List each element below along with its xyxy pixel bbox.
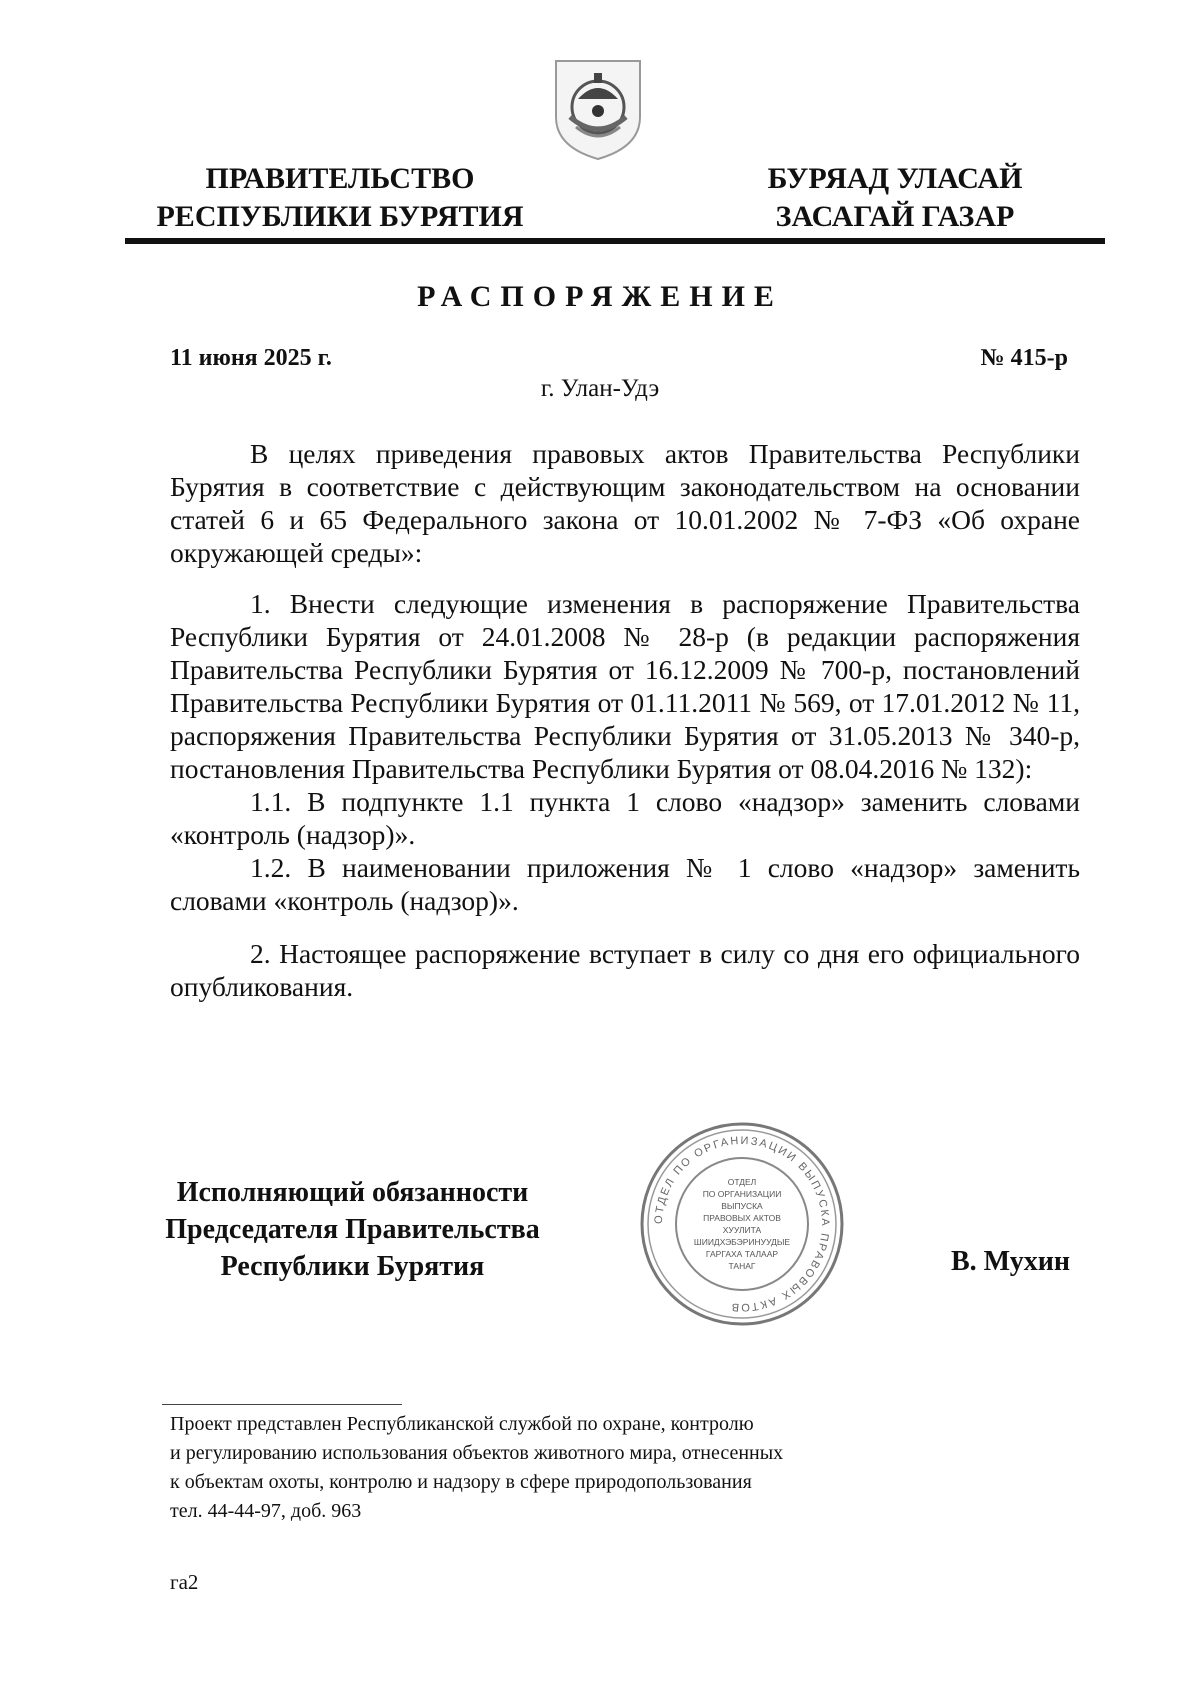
document-city: г. Улан-Удэ bbox=[540, 375, 660, 402]
signer-name: В. Мухин bbox=[951, 1246, 1070, 1277]
footnote bbox=[170, 1410, 1050, 1526]
emblem bbox=[548, 55, 648, 163]
footnote-line1: Проект представлен Республиканской службой по охране, контролю bbox=[170, 1413, 754, 1435]
item-1: 1. Внести следующие изменения в распоряжение Правительства Республики Бурятия от 24.01.2008 № 28-р (в редакции распоряжения Правительства Республики Бурятия от 16.12.2009 № 700-р, постановлений Правительства Республики Бурятия от 01.11.2011 № 569, от 17.01.2012 № 11, распоряжения Правительства Республики Бурятия от 31.05.2013 № 340-р, постановления Правительства Республики Бурятия от 08.04.2016 № 132): bbox=[170, 588, 1080, 784]
header-right bbox=[740, 160, 1050, 236]
footnote-divider bbox=[162, 1404, 402, 1405]
stamp-line: ОТДЕЛ bbox=[727, 1177, 757, 1187]
document-type: РАСПОРЯЖЕНИЕ bbox=[417, 280, 783, 313]
signature-title-line2: Председателя Правительства bbox=[165, 1214, 540, 1245]
header-right-line1: БУРЯАД УЛАСАЙ bbox=[767, 162, 1023, 195]
document-code: га2 bbox=[170, 1570, 199, 1594]
stamp-line: ХУУЛИТА bbox=[722, 1225, 762, 1235]
document-number: № 415-р bbox=[980, 345, 1068, 371]
stamp bbox=[637, 1119, 847, 1329]
footnote-line2: и регулированию использования объектов животного мира, отнесенных bbox=[170, 1442, 784, 1464]
footnote-line4: тел. 44-44-97, доб. 963 bbox=[170, 1500, 362, 1522]
stamp-line: ПРАВОВЫХ АКТОВ bbox=[703, 1213, 781, 1223]
header-left bbox=[150, 160, 530, 236]
coat-of-arms-icon bbox=[548, 55, 648, 163]
signature-title-line3: Республики Бурятия bbox=[220, 1251, 485, 1282]
document-date: 11 июня 2025 г. bbox=[170, 345, 332, 371]
stamp-line: ШИИДХЭБЭРИНУУДЫЕ bbox=[693, 1237, 791, 1247]
header-divider bbox=[125, 238, 1105, 244]
seal-stamp-icon bbox=[637, 1119, 847, 1329]
stamp-line: ГАРГАХА ТАЛААР bbox=[705, 1249, 779, 1259]
header-left-line2: РЕСПУБЛИКИ БУРЯТИЯ bbox=[156, 200, 524, 233]
preamble: В целях приведения правовых актов Правительства Республики Бурятия в соответствие с действующим законодательством на основании статей 6 и 65 Федерального закона от 10.01.2002 № 7-ФЗ «Об охране окружающей среды»: bbox=[170, 438, 1080, 568]
footnote-line3: к объектам охоты, контролю и надзору в сфере природопользования bbox=[170, 1471, 752, 1493]
signature-title bbox=[155, 1174, 550, 1285]
signature-title-line1: Исполняющий обязанности bbox=[176, 1177, 529, 1208]
stamp-line: ТАНАГ bbox=[728, 1261, 756, 1271]
stamp-outer-text: ОТДЕЛ ПО ОРГАНИЗАЦИИ ВЫПУСКА ПРАВОВЫХ АКТОВ bbox=[652, 1134, 832, 1314]
item-2: 2. Настоящее распоряжение вступает в силу со дня его официального опубликования. bbox=[170, 938, 1080, 1002]
stamp-line: ВЫПУСКА bbox=[721, 1201, 763, 1211]
item-1-1: 1.1. В подпункте 1.1 пункта 1 слово «надзор» заменить словами «контроль (надзор)». bbox=[170, 786, 1080, 850]
header-left-line1: ПРАВИТЕЛЬСТВО bbox=[205, 162, 475, 195]
stamp-line: ПО ОРГАНИЗАЦИИ bbox=[702, 1189, 782, 1199]
header-right-line2: ЗАСАГАЙ ГАЗАР bbox=[775, 200, 1015, 233]
item-1-2: 1.2. В наименовании приложения № 1 слово «надзор» заменить словами «контроль (надзор)». bbox=[170, 852, 1080, 916]
svg-text:ОТДЕЛ ПО ОРГАНИЗАЦИИ ВЫПУСКА П bbox=[653, 1135, 831, 1313]
